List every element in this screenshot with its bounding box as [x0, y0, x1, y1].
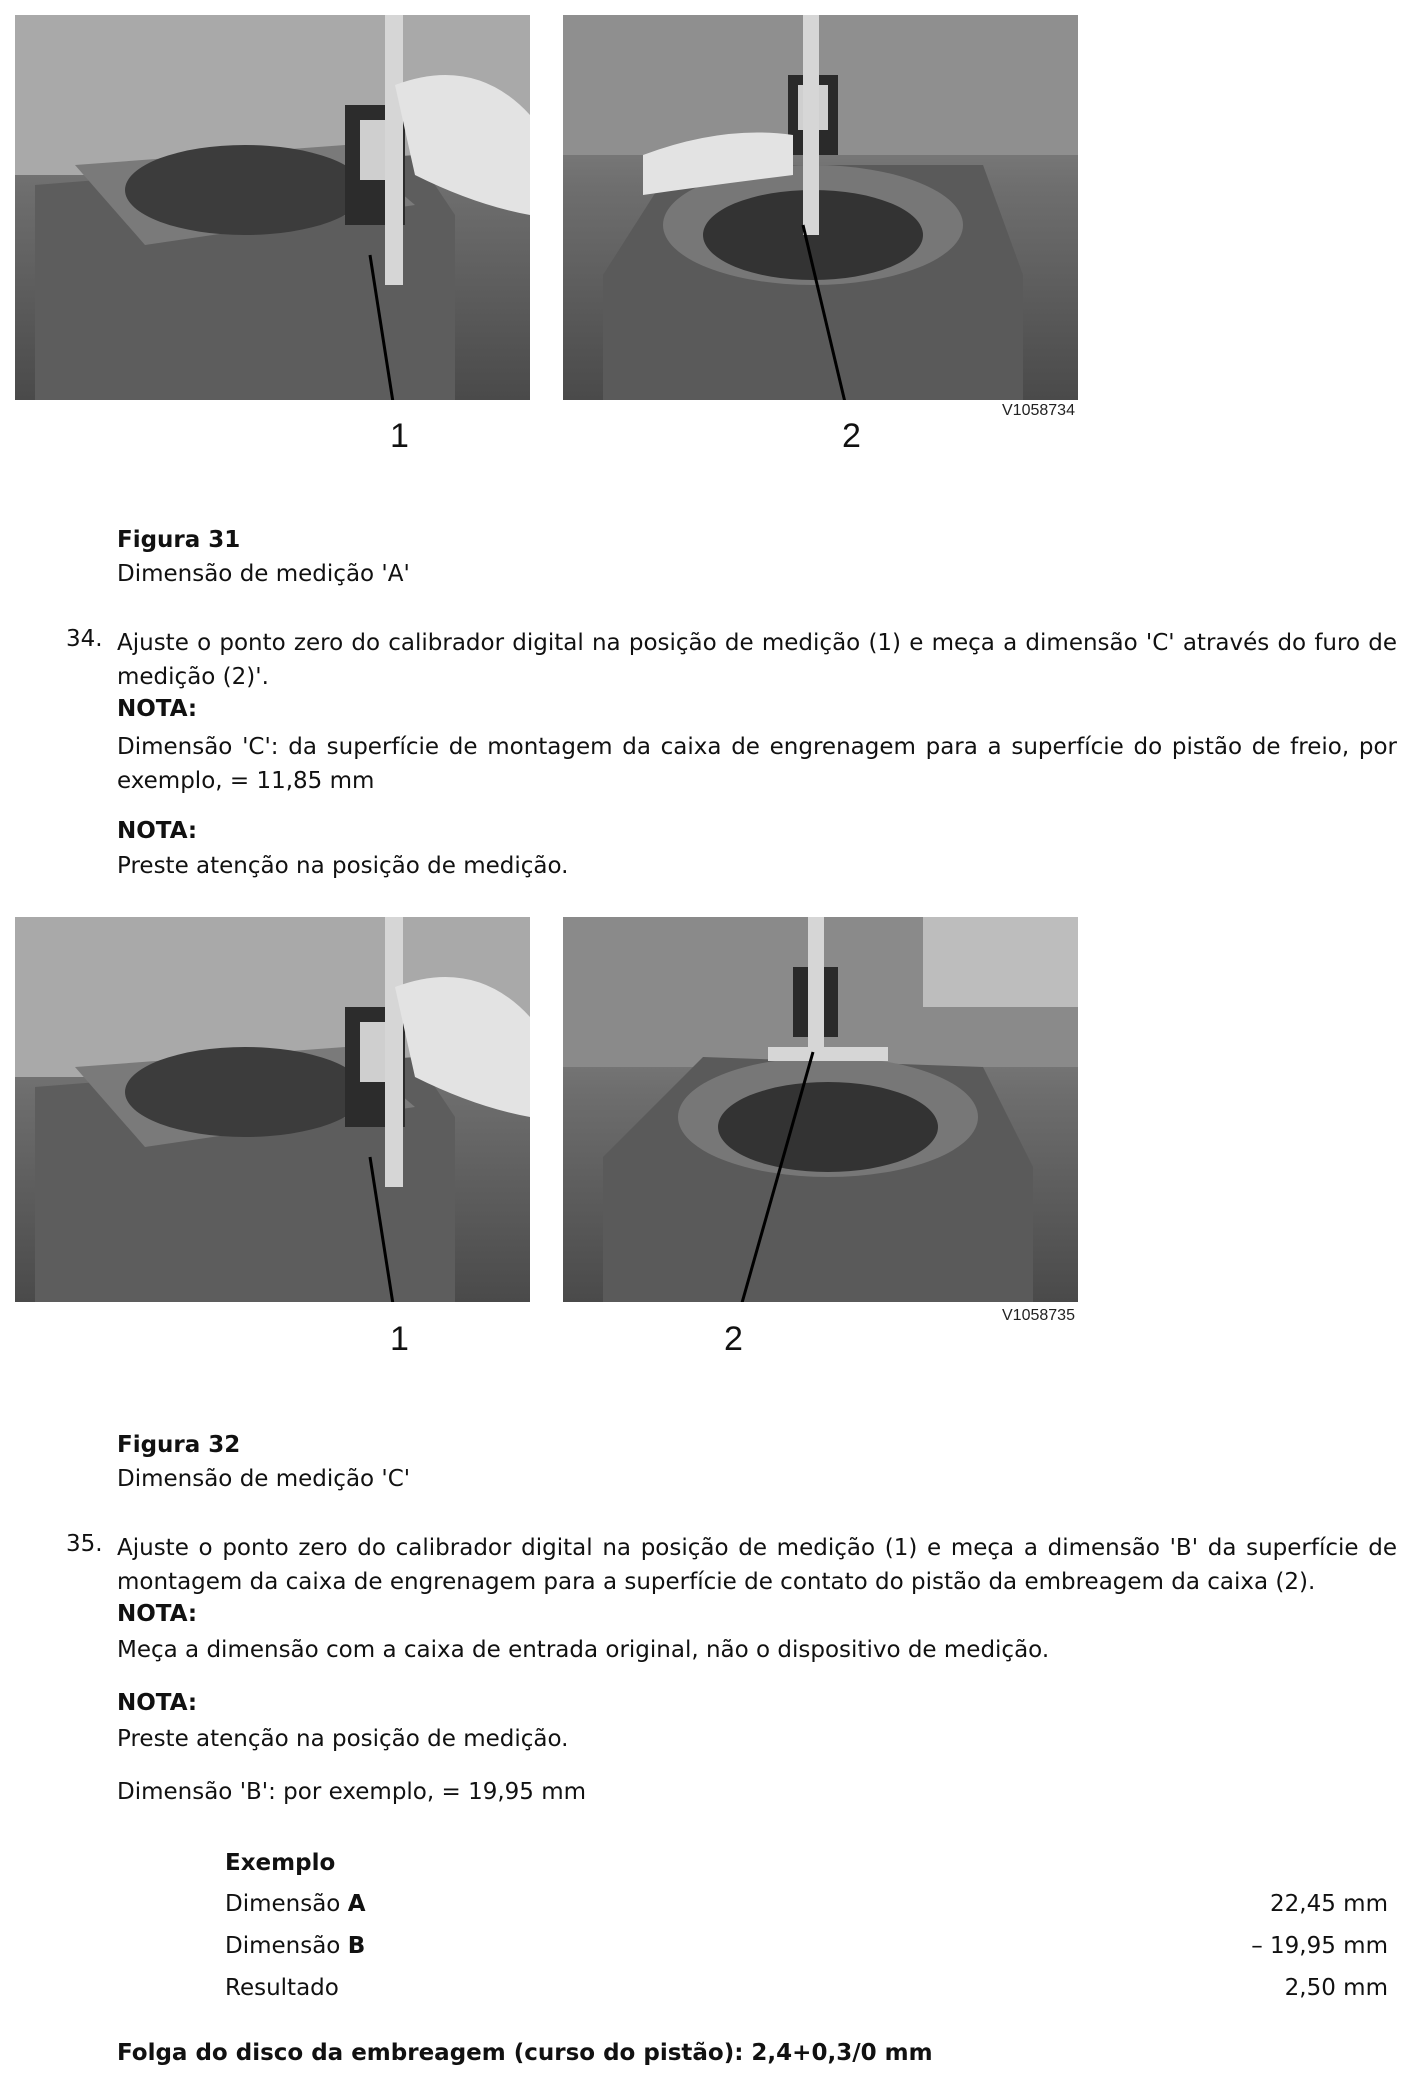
step-34-text: Ajuste o ponto zero do calibrador digital na posição de medição (1) e meça a dimensão 'C' através do furo de medição (2)'.: [117, 630, 1397, 690]
step-34-note1-text: Dimensão 'C': da superfície de montagem da caixa de engrenagem para a superfície do pistão de freio, por exemplo, = 11,85 mm: [117, 734, 1397, 794]
figure32-caption: Dimensão de medição 'C': [117, 1466, 411, 1492]
figure31-title: Figura 31: [117, 527, 241, 553]
figure32-callout-1: 1: [390, 1320, 409, 1358]
figure31-callout-1: 1: [390, 417, 409, 455]
step-34-note1-label: NOTA:: [117, 696, 198, 722]
figure31-image-code: V1058734: [1002, 402, 1075, 419]
figure32-title: Figura 32: [117, 1432, 241, 1458]
step-35-number: 35.: [66, 1531, 103, 1557]
step-34-number: 34.: [66, 626, 103, 652]
step-35-note2-text: Preste atenção na posição de medição.: [117, 1726, 569, 1752]
example-row-b-label: [225, 1933, 365, 1959]
step-35-note2-label: NOTA:: [117, 1690, 198, 1716]
step-34-note2-label: NOTA:: [117, 818, 198, 844]
example-row-b-bold: B: [347, 1933, 366, 1959]
step-35-text: Ajuste o ponto zero do calibrador digital na posição de medição (1) e meça a dimensão 'B' da superfície de montagem da caixa de engrenagem para a superfície de contato do pistão da embreagem da caixa (2).: [117, 1535, 1397, 1595]
example-row-result-value: 2,50 mm: [1284, 1975, 1388, 2001]
step-35-dimension-b: Dimensão 'B': por exemplo, = 19,95 mm: [117, 1779, 587, 1805]
example-row-b-value: – 19,95 mm: [1251, 1933, 1388, 1959]
example-row-result-label: [225, 1975, 339, 2001]
figure32-photo-2: [563, 917, 1078, 1302]
figure31-photo-2: [563, 15, 1078, 400]
step-35-note1-text: Meça a dimensão com a caixa de entrada original, não o dispositivo de medição.: [117, 1637, 1050, 1663]
example-row-a-value: 22,45 mm: [1270, 1891, 1388, 1917]
figure32-image-code: V1058735: [1002, 1307, 1075, 1324]
example-row-a-bold: A: [347, 1891, 366, 1917]
figure31-callout-2: 2: [842, 417, 861, 455]
clutch-clearance-line: Folga do disco da embreagem (curso do pistão): 2,4+0,3/0 mm: [117, 2040, 933, 2066]
example-row-a-prefix: Dimensão: [225, 1891, 348, 1917]
step-34-note2-text: Preste atenção na posição de medição.: [117, 853, 569, 879]
figure32-callout-2: 2: [724, 1320, 743, 1358]
example-row-a-label: [225, 1891, 366, 1917]
figure31-caption: Dimensão de medição 'A': [117, 561, 410, 587]
step-35-note1-label: NOTA:: [117, 1601, 198, 1627]
example-row-result-prefix: Resultado: [225, 1975, 339, 2001]
figure31-photo-1: [15, 15, 530, 400]
figure32-photo-1: [15, 917, 530, 1302]
example-row-b-prefix: Dimensão: [225, 1933, 348, 1959]
example-table-heading: Exemplo: [225, 1850, 336, 1876]
